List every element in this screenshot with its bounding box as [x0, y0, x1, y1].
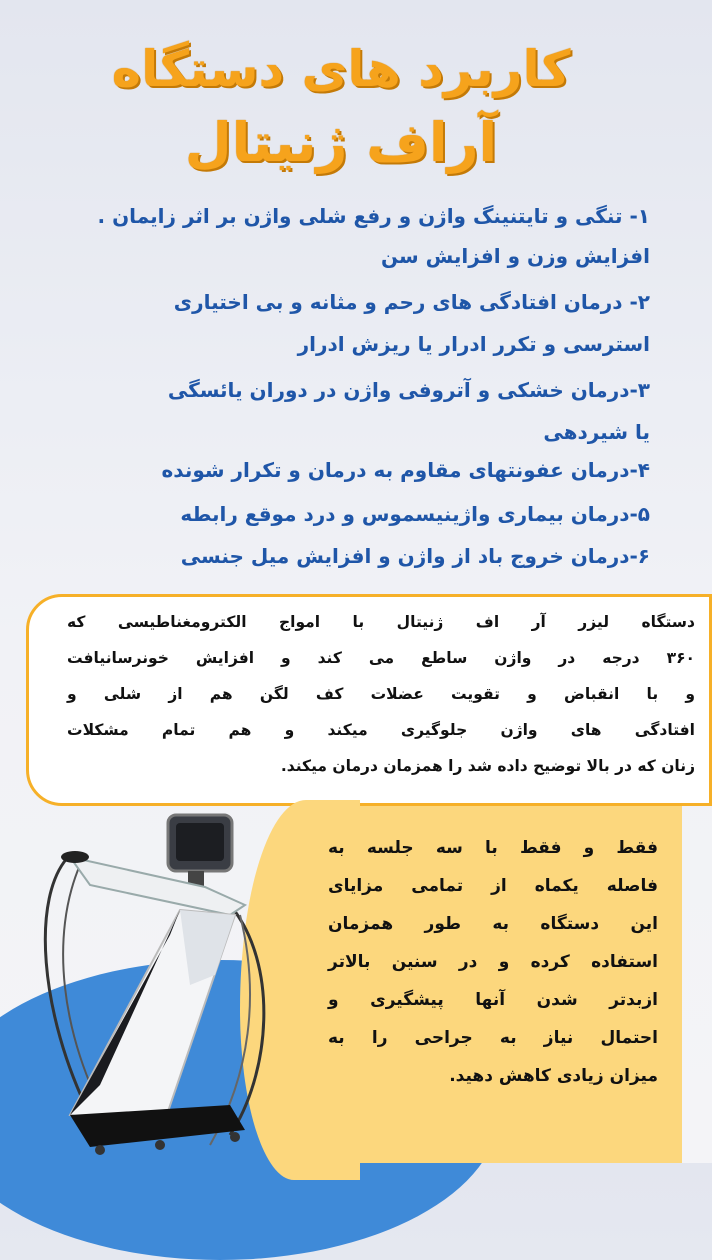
list-item: ۵-درمان بیماری واژینیسموس و درد موقع رابطه [180, 502, 650, 526]
list-item: ۳-درمان خشکی و آتروفی واژن در دوران یائسگی [167, 378, 650, 402]
list-item: ۶-درمان خروج باد از واژن و افزایش میل جنسی [180, 544, 650, 568]
sessions-line: استفاده کرده و در سنین بالاتر [328, 952, 658, 972]
list-item: یا شیردهی [543, 420, 650, 444]
page-title-line2: آراف ژنیتال [184, 111, 498, 174]
sessions-line: ازبدتر شدن آنها پیشگیری و [328, 990, 658, 1010]
list-item: ۴-درمان عفونتهای مقاوم به درمان و تکرار شونده [161, 458, 650, 482]
list-item: ۱- تنگی و تایتنینگ واژن و رفع شلی واژن بر اثر زایمان . [97, 204, 650, 228]
description-line: افتادگی های واژن جلوگیری میکند و هم تمام مشکلات [67, 721, 695, 739]
sessions-line: احتمال نیاز به جراحی را به [328, 1028, 658, 1048]
description-box [26, 594, 712, 806]
description-line: دستگاه لیزر آر اف ژنیتال با امواج الکترومغناطیسی که [67, 613, 695, 631]
description-line: و با انقباض و تقویت عضلات کف لگن هم از شلی و [67, 685, 695, 703]
description-line: زنان که در بالا توضیح داده شد را همزمان درمان میکند. [280, 757, 695, 775]
sessions-panel [296, 806, 682, 1163]
page-title-line1: کاربرد های دستگاه [111, 40, 571, 98]
list-item: افزایش وزن و افزایش سن [380, 244, 650, 268]
sessions-line: فقط و فقط با سه جلسه به [328, 838, 658, 858]
description-line: ۳۶۰ درجه در واژن ساطع می کند و افزایش خونرسانیافت [67, 649, 695, 667]
list-item: استرسی و تکرر ادرار یا ریزش ادرار [297, 332, 650, 356]
sessions-line: میزان زیادی کاهش دهید. [449, 1066, 658, 1086]
rf-device-image [30, 815, 290, 1155]
sessions-line: این دستگاه به طور همزمان [328, 914, 658, 934]
sessions-line: فاصله یکماه از تمامی مزایای [328, 876, 658, 896]
list-item: ۲- درمان افتادگی های رحم و مثانه و بی اختیاری [173, 290, 650, 314]
